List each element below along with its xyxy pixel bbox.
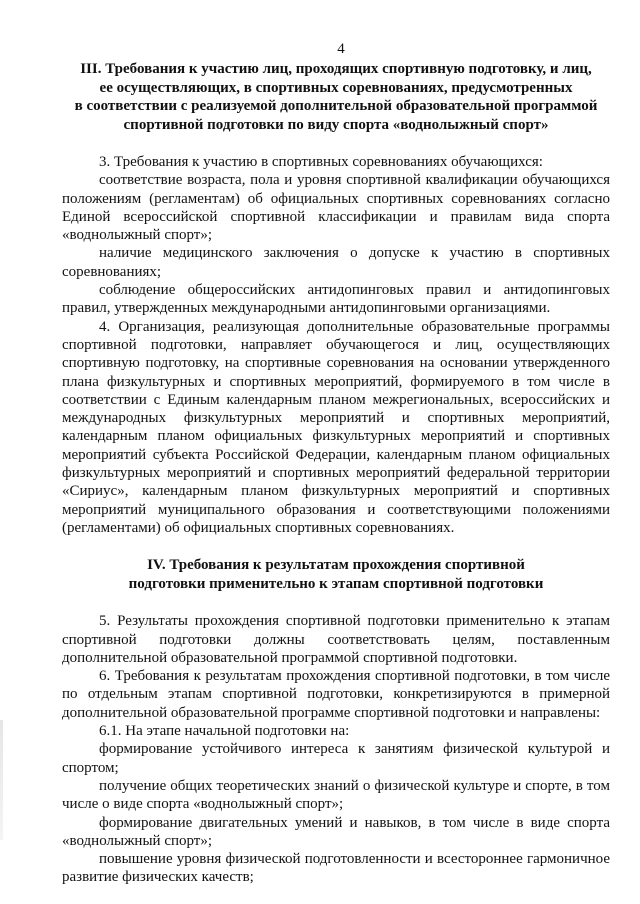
section-3-heading-line: спортивной подготовки по виду спорта «воднолыжный спорт» [123, 116, 549, 133]
paragraph-antidoping: соблюдение общероссийских антидопинговых правил и антидопинговых правил, утвержденных международными антидопинговыми организациями. [62, 282, 610, 317]
paragraph-theory-knowledge: получение общих теоретических знаний о физической культуре и спорте, в том числе о виде спорта «воднолыжный спорт»; [62, 777, 610, 813]
section-4-heading [62, 556, 610, 593]
scan-edge-shadow [0, 720, 3, 840]
paragraph-item-6-1: 6.1. На этапе начальной подготовки на: [99, 723, 350, 740]
paragraph-item-4: 4. Организация, реализующая дополнительные образовательные программы спортивной подготовки, направляет обучающегося и лиц, осуществляющих спортивную подготовку, на спортивные соревнования на основании утвержденного плана физкультурных и спортивных мероприятий, формируемого в том числе в соответствии с Единым календарным планом межрегиональных, всероссийских и международных физкультурных мероприятий и спортивных мероприятий, календарным планом официальных физкультурных мероприятий и спортивных мероприятий субъекта Российской Федерации, календарным планом официальных физкультурных мероприятий и спортивных мероприятий федеральной территории «Сириус», календарным планом физкультурных мероприятий и спортивных мероприятий муниципального образования и соответствующими положениями (регламентами) об официальных спортивных соревнованиях. [62, 318, 610, 536]
paragraph-physical-fitness: повышение уровня физической подготовленности и всестороннее гармоничное развитие физических качеств; [62, 851, 610, 886]
paragraph-interest-formation: формирование устойчивого интереса к занятиям физической культурой и спортом; [62, 741, 610, 776]
paragraph-medical-clearance: наличие медицинского заключения о допуске к участию в спортивных соревнованиях; [62, 245, 610, 280]
section-4-heading-line: IV. Требования к результатам прохождения спортивной [147, 557, 525, 574]
paragraph-item-6: 6. Требования к результатам прохождения спортивной подготовки, в том числе по отдельным этапам спортивной подготовки, конкретизируются в примерной дополнительной образовательной программе спортивной подготовки и направлены: [62, 668, 610, 721]
page-number: 4 [337, 41, 345, 57]
section-3-heading [62, 60, 610, 134]
section-3-heading-line: в соответствии с реализуемой дополнительной образовательной программой [74, 98, 598, 114]
section-4-body [62, 612, 610, 886]
section-3-heading-line: ее осуществляющих, в спортивных соревнованиях, предусмотренных [99, 79, 573, 96]
paragraph-item-5: 5. Результаты прохождения спортивной подготовки применительно к этапам спортивной подготовки должны соответствовать целям, поставленным дополнительной образовательной программой спортивной подготовки. [62, 613, 610, 666]
paragraph-age-qualification: соответствие возраста, пола и уровня спортивной квалификации обучающихся положениям (регламентам) об официальных спортивных соревнованиях согласно Единой всероссийской спортивной классификации и правилам вида спорта «воднолыжный спорт»; [62, 172, 610, 244]
section-3-body [62, 153, 610, 537]
section-3-heading-line: III. Требования к участию лиц, проходящих спортивную подготовку, и лиц, [80, 61, 592, 77]
paragraph-motor-skills: формирование двигательных умений и навыков, в том числе в виде спорта «воднолыжный спорт»; [62, 814, 610, 849]
paragraph-item-3: 3. Требования к участию в спортивных соревнованиях обучающихся: [99, 154, 543, 170]
section-4-heading-line: подготовки применительно к этапам спортивной подготовки [128, 575, 544, 592]
